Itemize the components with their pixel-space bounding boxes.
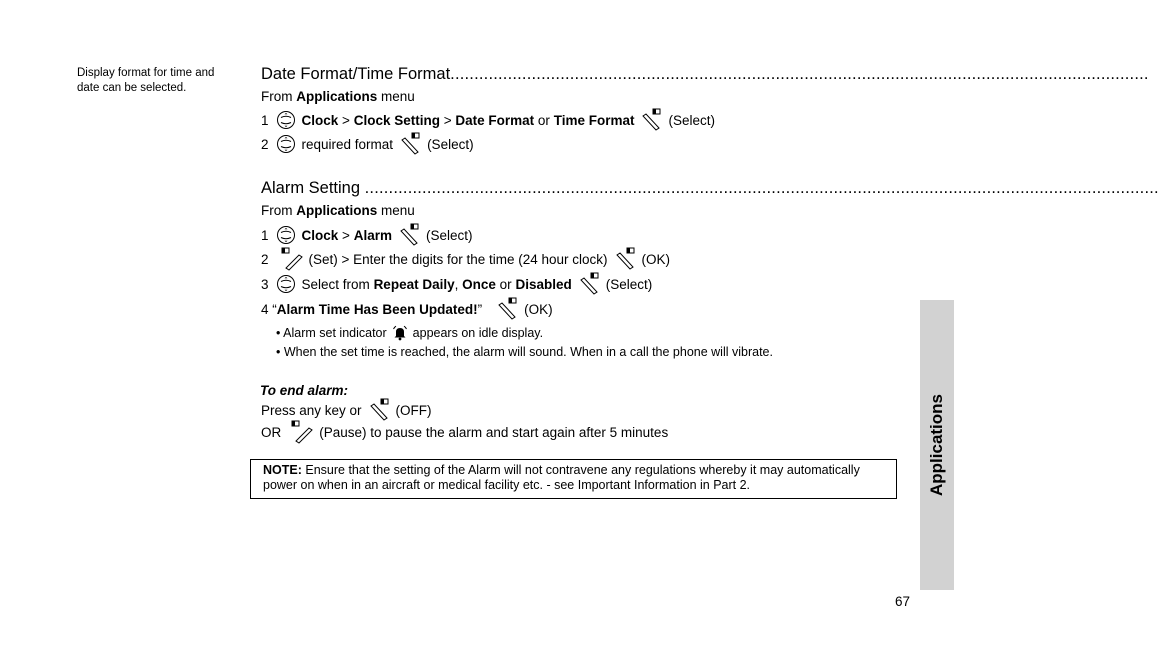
separator: > — [342, 227, 350, 243]
bullet-text: appears on idle display. — [412, 326, 544, 340]
alarm-from-line — [261, 203, 415, 218]
step-number: 4 — [261, 301, 269, 317]
from-prefix: From — [261, 203, 293, 218]
left-soft-key-icon — [281, 247, 303, 271]
section-tab — [920, 300, 954, 590]
repeat-daily-label: Repeat Daily — [373, 276, 455, 292]
alarm-setting-heading: Alarm Setting ...................................................................................................................................................................... — [261, 179, 1159, 197]
page-number: 67 — [895, 594, 911, 609]
nav-key-icon — [276, 274, 296, 294]
nav-key-icon — [276, 110, 296, 130]
step-number: 1 — [261, 112, 269, 128]
right-soft-key-icon — [496, 297, 518, 321]
ok-action: (OK) — [641, 251, 671, 267]
step-number: 2 — [261, 251, 269, 267]
time-format-label: Time Format — [553, 112, 635, 128]
from-suffix: menu — [381, 203, 415, 218]
bullet-text: • When the set time is reached, the alarm will sound. When in a call the phone will vibrate. — [276, 345, 773, 359]
step-number: 3 — [261, 276, 269, 292]
alarm-step-2 — [261, 247, 670, 271]
right-soft-key-icon — [399, 132, 421, 156]
end-alarm-line-2 — [261, 420, 668, 444]
disabled-label: Disabled — [515, 276, 572, 292]
alarm-step-3 — [261, 272, 652, 296]
end-alarm-text: Press any key or — [261, 402, 362, 418]
date-format-from-line — [261, 89, 415, 104]
right-soft-key-icon — [614, 247, 636, 271]
once-label: Once — [462, 276, 496, 292]
clock-label: Clock — [301, 112, 339, 128]
applications-label: Applications — [296, 89, 378, 104]
side-note: Display format for time and date can be selected. — [77, 67, 215, 94]
date-format-step-2 — [261, 132, 474, 156]
alarm-updated-message: Alarm Time Has Been Updated! — [276, 301, 478, 317]
or-text: OR — [261, 424, 282, 440]
select-action: (Select) — [425, 227, 473, 243]
step-number: 2 — [261, 136, 269, 152]
open-quote: “ — [272, 301, 277, 317]
select-action: (Select) — [427, 136, 474, 152]
step-number: 1 — [261, 227, 269, 243]
nav-key-icon — [276, 225, 296, 245]
alarm-bell-icon — [392, 325, 408, 341]
applications-label: Applications — [296, 203, 378, 218]
alarm-bullet-1 — [276, 325, 543, 341]
right-soft-key-icon — [368, 398, 390, 422]
from-suffix: menu — [381, 89, 415, 104]
alarm-label: Alarm — [353, 227, 392, 243]
alarm-step-1 — [261, 223, 472, 247]
clock-label: Clock — [301, 227, 339, 243]
end-alarm-line-1 — [261, 398, 432, 422]
alarm-setting-heading-text: Alarm Setting — [261, 179, 361, 197]
date-format-step-1 — [261, 108, 715, 132]
clock-setting-label: Clock Setting — [353, 112, 440, 128]
alarm-bullet-2 — [276, 345, 773, 359]
left-soft-key-icon — [291, 420, 313, 444]
separator: > — [443, 112, 452, 128]
right-soft-key-icon — [398, 223, 420, 247]
end-alarm-title: To end alarm: — [260, 383, 349, 398]
date-format-label: Date Format — [455, 112, 535, 128]
date-format-heading: Date Format/Time Format.................................................................................................................................................. — [261, 65, 1149, 83]
note-text: Ensure that the setting of the Alarm will not contravene any regulations whereby it may automatically power on when in an aircraft or medical facility etc. - see Important Information in Part 2. — [263, 463, 860, 492]
section-tab-label: Applications — [927, 393, 946, 497]
step-text: (Set) > Enter the digits for the time (24 hour clock) — [308, 251, 608, 267]
separator: > — [342, 112, 350, 128]
step-text: Select from — [301, 276, 370, 292]
nav-key-icon — [276, 134, 296, 154]
step-text: required format — [301, 136, 394, 152]
close-quote: ” — [477, 301, 483, 317]
from-prefix: From — [261, 89, 293, 104]
pause-action: (Pause) to pause the alarm and start again after 5 minutes — [319, 424, 669, 440]
note-label: NOTE: — [263, 463, 302, 477]
right-soft-key-icon — [640, 108, 662, 132]
or-text: or — [499, 276, 512, 292]
date-format-heading-text: Date Format/Time Format — [261, 65, 451, 83]
right-soft-key-icon — [578, 272, 600, 296]
ok-action: (OK) — [524, 301, 553, 317]
select-action: (Select) — [668, 112, 715, 128]
comma: , — [454, 276, 459, 292]
alarm-step-4 — [261, 297, 553, 321]
select-action: (Select) — [605, 276, 653, 292]
note-box — [250, 459, 897, 499]
off-action: (OFF) — [395, 402, 432, 418]
bullet-text: • Alarm set indicator — [276, 326, 387, 340]
or-text: or — [537, 112, 550, 128]
